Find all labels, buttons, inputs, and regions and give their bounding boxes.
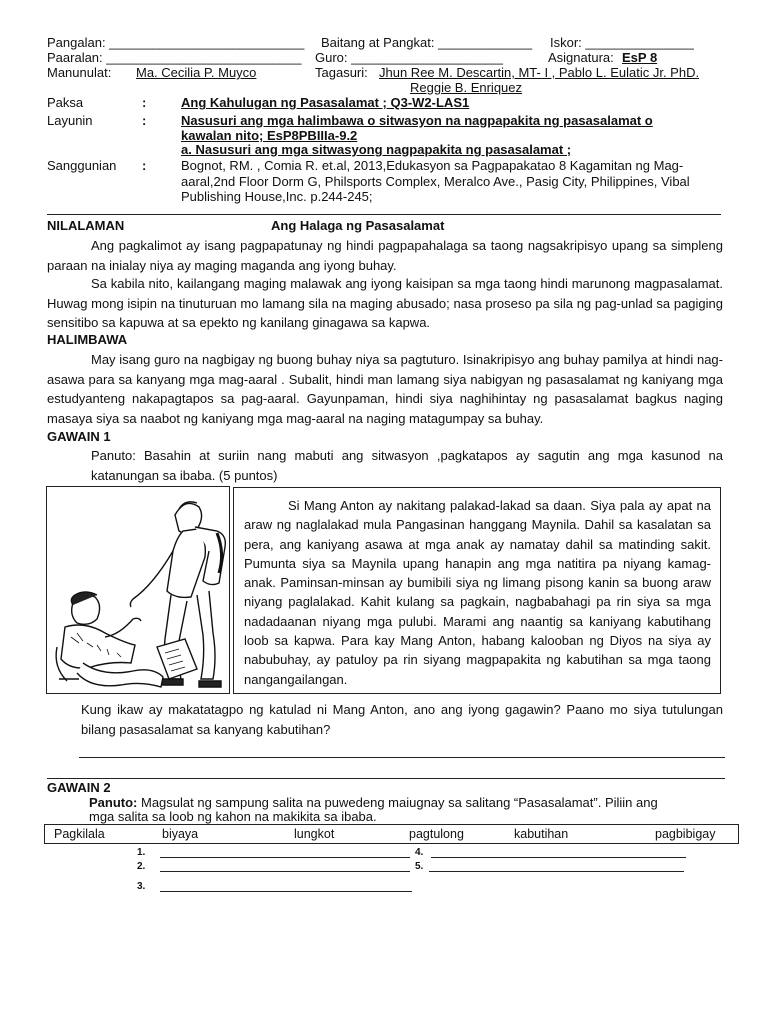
- section-label: NILALAMAN: [47, 218, 125, 233]
- answer-blank-3[interactable]: [160, 891, 412, 892]
- divider: [47, 214, 721, 215]
- answer-number-3: 3.: [137, 881, 146, 892]
- score-label: Iskor: _______________: [550, 35, 694, 50]
- answer-number-5: 5.: [415, 861, 424, 872]
- answer-number-1: 1.: [137, 847, 146, 858]
- activity-1-question: Kung ikaw ay makatatagpo ng katulad ni Mang Anton, ano ang iyong gagawin? Paano mo siya tutulungan bilang pasasalamat sa kanyang kabutihan?: [81, 702, 723, 737]
- reference-line-3: Publishing House,Inc. p.244-245;: [181, 189, 373, 204]
- objective-line-2: kawalan nito; EsP8PBIIIa-9.2: [181, 128, 358, 143]
- name-field-label: Pangalan: ___________________________: [47, 35, 305, 50]
- word-bank-box: [44, 824, 739, 844]
- reviewer-value-1: Jhun Ree M. Descartin, MT- I , Pablo L. Eulatic Jr. PhD.: [379, 65, 700, 80]
- activity-2-label: GAWAIN 2: [47, 780, 111, 795]
- objective-label: Layunin: [47, 113, 93, 128]
- answer-number-4: 4.: [415, 847, 424, 858]
- subject-value: EsP 8: [622, 50, 658, 65]
- activity-1-label: GAWAIN 1: [47, 429, 111, 444]
- answer-line-1[interactable]: [79, 757, 725, 758]
- reference-line-2: aaral,2nd Floor Dorm G, Philsports Complex, Meralco Ave., Pasig City, Philippines, Vibal: [181, 174, 690, 189]
- section-title: Ang Halaga ng Pasasalamat: [271, 218, 445, 233]
- school-field-label: Paaralan: ___________________________: [47, 50, 302, 65]
- word-bank-item: biyaya: [162, 827, 199, 841]
- word-bank-item: pagtulong: [409, 827, 464, 841]
- reference-label: Sanggunian: [47, 158, 117, 173]
- activity-2-instructions-line-2: mga salita sa loob ng kahon na makikita sa ibaba.: [89, 809, 377, 824]
- author-label: Manunulat:: [47, 65, 112, 80]
- illustration-frame: [46, 486, 230, 694]
- story-box: Si Mang Anton ay nakitang palakad-lakad sa daan. Siya pala ay apat na araw ng naglalakad mula Pangasinan hanggang Maynila. Dahil sa kasalatan sa pera, ang kaniyang asawa at mga anak ay namatay dahil sa matinding sakit. Pumunta siya sa Maynila upang hanapin ang mga natitira pa niyang kamag-anak. Paminsan-minsan ay bumibili siya ng limang pisong kanin sa buong araw niyang paglalakad. Kahit kulang sa pagkain, nagbabahagi pa rin siya sa mga nadadaanan niyang mga pulubi. Marami ang naantig sa kaniyang kabutihang loob sa kapwa. Para kay Mang Anton, habang kalooban ng Diyos na siya ay nabubuhay, ay patuloy pa rin siyang magpapakita ng kabutihan sa mga taong nangangailangan.: [233, 487, 721, 694]
- paragraph-2: Sa kabila nito, kailangang maging malawak ang iyong kaisipan sa mga taong hindi marunong magpasalamat. Huwag mong isipin na tinuturuan mo lamang sila na maging abusado; nasa proseso pa sila ng pag-unlad sa pagiging sensitibo sa kapuwa at sa epekto ng kanilang ginagawa sa kapwa.: [47, 276, 723, 330]
- reference-line-1: Bognot, RM. , Comia R. et.al, 2013,Edukasyon sa Pagpapakatao 8 Kagamitan ng Mag-: [181, 158, 684, 173]
- activity-2-instructions-bold: Panuto:: [89, 795, 138, 810]
- example-paragraph: May isang guro na nagbigay ng buong buhay niya sa pagtuturo. Isinakripisyo ang buhay pamilya at hindi nag-asawa para sa kanyang mga mag-aaral . Subalit, hindi man lamang siya nabigyan ng pasasalamat ng kaniyang mga estudyanteng nakapagtapos sa pag-aaral. Gayunpaman, hindi siya naghihintay ng pasasalamat bagkus naging masaya siya sa naabot ng kaniyang mga mag-aaral na naging matagumpay sa buhay.: [47, 352, 723, 426]
- topic-value: Ang Kahulugan ng Pasasalamat ; Q3-W2-LAS1: [181, 95, 470, 110]
- topic-colon: :: [142, 95, 147, 110]
- objective-colon: :: [142, 113, 147, 128]
- answer-blank-4[interactable]: [431, 857, 686, 858]
- teacher-field-label: Guro: _____________________: [315, 50, 503, 65]
- answer-number-2: 2.: [137, 861, 146, 872]
- answer-blank-1[interactable]: [160, 857, 410, 858]
- reviewer-label: Tagasuri:: [315, 65, 368, 80]
- objective-line-1: Nasusuri ang mga halimbawa o sitwasyon na nagpapakita ng pasasalamat o: [181, 113, 653, 128]
- topic-label: Paksa: [47, 95, 84, 110]
- answer-blank-2[interactable]: [160, 871, 410, 872]
- word-bank-item: pagbibigay: [655, 827, 716, 841]
- word-bank-item: Pagkilala: [54, 827, 105, 841]
- word-bank-item: lungkot: [294, 827, 335, 841]
- word-bank-item: kabutihan: [514, 827, 569, 841]
- example-label: HALIMBAWA: [47, 332, 128, 347]
- answer-blank-5[interactable]: [429, 871, 684, 872]
- reviewer-value-2: Reggie B. Enriquez: [410, 80, 523, 95]
- author-value: Ma. Cecilia P. Muyco: [136, 65, 257, 80]
- grade-section-label: Baitang at Pangkat: _____________: [321, 35, 533, 50]
- activity-2-instructions-line-1: Magsulat ng sampung salita na puwedeng maiugnay sa salitang “Pasasalamat”. Piliin ang: [137, 795, 658, 810]
- subject-label: Asignatura:: [548, 50, 614, 65]
- objective-sub-item: a. Nasusuri ang mga sitwasyong nagpapakita ng pasasalamat ;: [181, 142, 572, 157]
- paragraph-1: Ang pagkalimot ay isang pagpapatunay ng hindi pagpapahalaga sa taong nagsakripisyo upang sa simpleng paraan na inialay niya ay maging maganda ang iyong buhay.: [47, 238, 723, 273]
- activity-1-instructions: Panuto: Basahin at suriin nang mabuti ang sitwasyon ,pagkatapos ay sagutin ang mga kasunod na katanungan sa ibaba. (5 puntos): [91, 448, 723, 483]
- answer-line-2[interactable]: [47, 778, 725, 779]
- man-helping-beggar-illustration: [47, 487, 229, 693]
- reference-colon: :: [142, 158, 147, 173]
